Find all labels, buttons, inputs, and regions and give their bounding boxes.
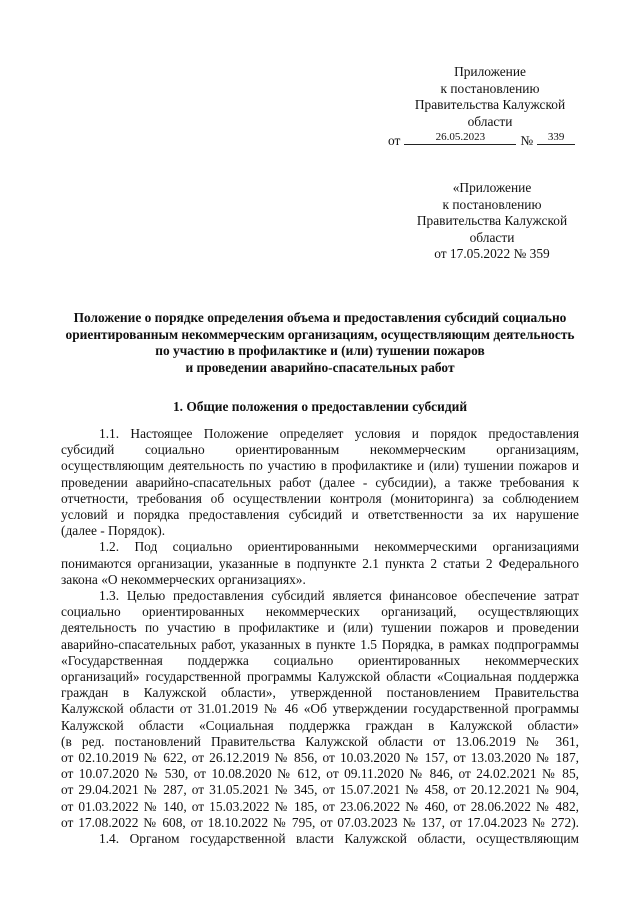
paragraph-line: условий и порядка предоставления субсидий и ответственности за их нарушение: [61, 507, 579, 523]
appendix-line: Приложение: [454, 64, 526, 79]
paragraph-line: (далее - Порядок).: [61, 523, 166, 539]
title-line: Положение о порядке определения объема и предоставления субсидий социально: [73, 310, 567, 325]
previous-appendix-line: Правительства Калужской: [416, 213, 568, 228]
paragraph-line: граждан в Калужской области», утвержденной постановлением Правительства: [61, 685, 579, 701]
paragraph-line: проведении аварийно-спасательных работ (далее - субсидии), а также требования к: [61, 474, 579, 490]
decree-reference: [388, 130, 588, 149]
paragraph-line: 1.1. Настоящее Положение определяет условия и порядок предоставления: [99, 426, 579, 441]
decree-number: 339: [547, 131, 565, 143]
paragraph-line: 1.4. Органом государственной власти Калужской области, осуществляющим: [99, 831, 579, 847]
previous-appendix-line: от 17.05.2022 № 359: [434, 246, 550, 261]
paragraph-line: от 29.04.2021 № 287, от 31.05.2021 № 345, от 15.07.2021 № 458, от 20.12.2021 № 904,: [61, 782, 579, 798]
paragraph-line: закона «О некоммерческих организациях».: [61, 571, 306, 587]
appendix-header: [400, 64, 580, 130]
section-heading: 1. Общие положения о предоставлении субсидий: [172, 399, 468, 414]
appendix-line: Правительства Калужской: [414, 97, 566, 112]
title-line: по участию в профилактике и (или) тушении пожаров: [155, 343, 485, 358]
paragraph-line: 1.2. Под социально ориентированными некоммерческими организациями: [99, 539, 579, 555]
title-line: и проведении аварийно-спасательных работ: [185, 359, 455, 375]
paragraph-line: организаций» государственной программы Калужской области «Социальная поддержка: [61, 669, 579, 685]
paragraph-line: Калужской области «Социальная поддержка граждан в Калужской области»: [61, 717, 579, 733]
previous-appendix-line: к постановлению: [442, 196, 542, 212]
appendix-line: области: [467, 113, 513, 129]
paragraph-line: от 10.07.2020 № 530, от 10.08.2020 № 612, от 09.11.2020 № 846, от 24.02.2021 № 85,: [61, 766, 579, 782]
previous-appendix-line: области: [469, 229, 515, 245]
paragraph-line: Калужской области от 31.01.2019 № 46 «Об утверждении государственной программы: [61, 701, 579, 717]
previous-appendix-line: «Приложение: [452, 180, 532, 195]
body-text: [61, 426, 579, 847]
number-blank: [537, 130, 575, 145]
paragraph-line: понимаются организации, указанные в подпункте 2.1 пункта 2 статьи 2 Федерального: [61, 555, 579, 571]
paragraph-line: от 02.10.2019 № 622, от 26.12.2019 № 856, от 10.03.2020 № 157, от 13.03.2020 № 187,: [61, 750, 579, 766]
paragraph-line: 1.3. Целью предоставления субсидий является финансовое обеспечение затрат: [99, 588, 579, 604]
from-label: от: [388, 133, 401, 148]
appendix-line: к постановлению: [440, 80, 540, 96]
paragraph-line: субсидий социально ориентированным некоммерческим организациям,: [61, 442, 579, 458]
paragraph-line: (в ред. постановлений Правительства Калужской области от 13.06.2019 № 361,: [61, 733, 579, 749]
title-line: ориентированным некоммерческим организациям, осуществляющим деятельность: [65, 326, 575, 342]
paragraph-line: отчетности, требования об осуществлении контроля (мониторинга) за соблюдением: [61, 490, 579, 506]
number-sign: №: [520, 133, 534, 148]
paragraph-line: от 01.03.2022 № 140, от 15.03.2022 № 185, от 23.06.2022 № 460, от 28.06.2022 № 482,: [61, 798, 579, 814]
paragraph-line: «Государственная поддержка социально ориентированных некоммерческих: [61, 652, 579, 668]
paragraph-line: социально ориентированных некоммерческих организаций, осуществляющих: [61, 604, 579, 620]
document-title: [60, 310, 580, 376]
decree-date: 26.05.2023: [435, 131, 486, 143]
paragraph-line: осуществляющим деятельность по участию в профилактике и (или) тушении пожаров и: [61, 458, 579, 474]
date-blank: [404, 130, 516, 145]
paragraph-line: аварийно-спасательных работ, указанных в пункте 1.5 Порядка, в рамках подпрограммы: [61, 636, 579, 652]
paragraph-line: от 17.08.2022 № 608, от 18.10.2022 № 795, от 07.03.2023 № 137, от 17.04.2023 № 272).: [61, 814, 579, 830]
paragraph-line: деятельность по участию в профилактике и (или) тушении пожаров и проведении: [61, 620, 579, 636]
previous-appendix-header: [400, 180, 584, 263]
